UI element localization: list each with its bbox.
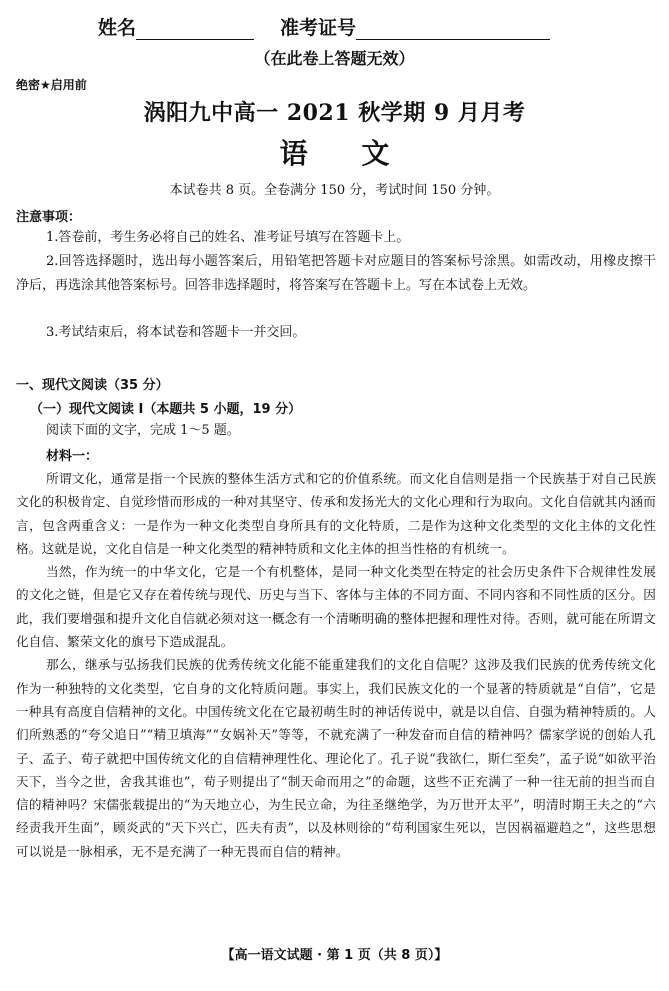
exam-number-label: 准考证号 bbox=[280, 17, 357, 39]
notice-item: 2.回答选择题时，选出每小题答案后，用铅笔把答题卡对应题目的答案标号涂黑。如需改动，用橡皮擦干净后，再选涂其他答案标号。回答非选择题时，将答案写在答题卡上。写在本试卷上无效。 bbox=[16, 254, 656, 293]
secret-mark: 绝密★启用前 bbox=[16, 78, 87, 92]
material-label: 材料一： bbox=[46, 449, 99, 464]
passage-paragraph: 所谓文化，通常是指一个民族的整体生活方式和它的价值系统。而文化自信则是指一个民族基于对自己民族文化的积极肯定、自觉珍惜而形成的一种对其坚守、传承和发扬光大的文化心理和行为取向。文化自信就其内涵而言，包含两重含义：一是作为一种文化类型自身所具有的文化特质，二是作为这种文化类型的文化主体的文化性格。这就是说，文化自信是一种文化类型的精神特质和文化主体的担当性格的有机统一。 bbox=[16, 471, 656, 556]
passage-paragraph: 那么，继承与弘扬我们民族的优秀传统文化能不能重建我们的文化自信呢？这涉及我们民族的优秀传统文化作为一种独特的文化类型，它自身的文化特质问题。事实上，我们民族文化的一个显著的特质就是“自信”，它是一种具有高度自信精神的文化。中国传统文化在它最初萌生时的神话传说中，就是以自信、自强为精神特质的。人们所熟悉的“夸父追日”“精卫填海”“女娲补天”等等，不就充满了一种发奋而自信的精神吗？儒家学说的创始人孔子、孟子、荀子就把中国传统文化的自信精神理性化、理论化了。孔子说“我欲仁，斯仁至矣”，孟子说“如欲平治天下，当今之世，舍我其谁也”，荀子则提出了“制天命而用之”的命题，这些不正充满了一种一往无前的担当而自信的精神吗？宋儒张载提出的“为天地立心，为生民立命，为往圣继绝学，为万世开太平”，明清时期王夫之的“六经责我开生面”，顾炎武的“天下兴亡，匹夫有责”，以及林则徐的“苟利国家生死以，岂因祸福避趋之”，这些思想可以说是一脉相承，无不是充满了一种无畏而自信的精神。 bbox=[16, 657, 656, 859]
reading-passage bbox=[16, 467, 656, 863]
notice-item: 1.答卷前，考生务必将自己的姓名、准考证号填写在答题卡上。 bbox=[46, 230, 410, 245]
exam-number-blank bbox=[356, 21, 550, 40]
notice-item: 3.考试结束后，将本试卷和答题卡一并交回。 bbox=[46, 325, 306, 340]
invalid-note: （在此卷上答题无效） bbox=[254, 49, 415, 68]
subsection-heading: （一）现代文阅读 I（本题共 5 小题，19 分） bbox=[30, 402, 302, 417]
name-label: 姓名 bbox=[98, 17, 137, 39]
exam-intro: 本试卷共 8 页。全卷满分 150 分，考试时间 150 分钟。 bbox=[169, 183, 500, 198]
passage-paragraph: 当然，作为统一的中华文化，它是一个有机整体，是同一种文化类型在特定的社会历史条件下合规律性发展的文化之链，但是它又存在着传统与现代、历史与当下、客体与主体的不同方面、不同内容和不同性质的区分。因此，我们要增强和提升文化自信就必须对这一概念有一个清晰明确的整体把握和理性对待。否则，就可能在所谓文化自信、繁荣文化的旗号下造成混乱。 bbox=[16, 564, 656, 650]
exam-title: 涡阳九中高一 2021 秋学期 9 月月考 bbox=[143, 100, 526, 126]
candidate-info-row bbox=[0, 14, 669, 40]
notice-heading: 注意事项： bbox=[16, 210, 82, 225]
reading-instruction: 阅读下面的文字，完成 1～5 题。 bbox=[46, 423, 240, 438]
subject-title: 语 文 bbox=[279, 137, 412, 170]
section-heading: 一、现代文阅读（35 分） bbox=[16, 378, 169, 393]
name-blank bbox=[136, 21, 254, 40]
page-footer: 【高一语文试题 · 第 1 页（共 8 页）】 bbox=[221, 948, 448, 963]
